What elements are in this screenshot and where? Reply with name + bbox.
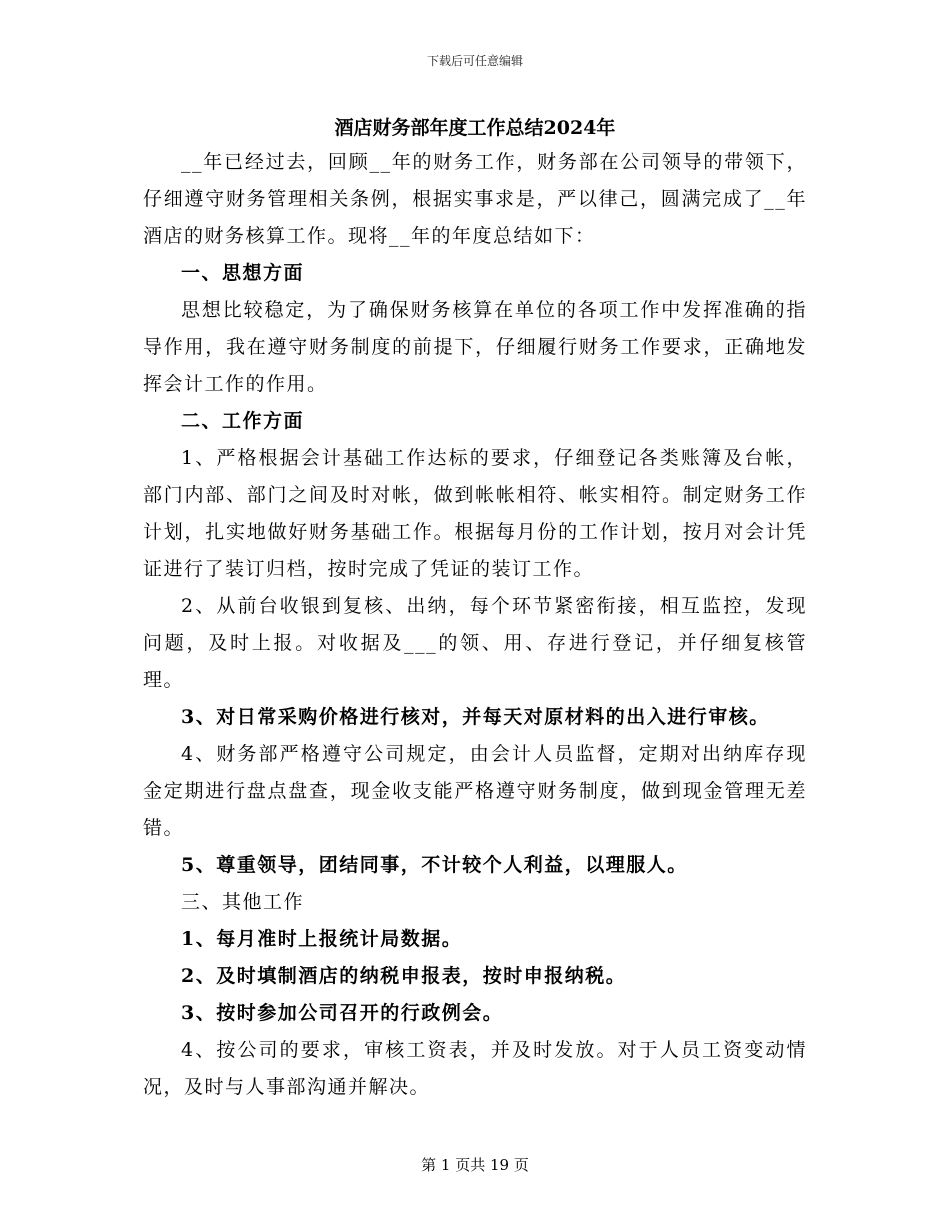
other-item-3: 3、按时参加公司召开的行政例会。	[181, 1002, 504, 1024]
page-header-note: 下载后可任意编辑	[426, 54, 523, 68]
work-item-1: 1、严格根据会计基础工作达标的要求，仔细登记各类账簿及台帐，部门内部、部门之间及时对帐，做到帐帐相符、帐实相符。制定财务工作计划，扎实地做好财务基础工作。根据每月份的工作计划，按月对会计凭证进行了装订归档，按时完成了凭证的装订工作。	[143, 447, 807, 580]
work-item-2: 2、从前台收银到复核、出纳，每个环节紧密衔接，相互监控，发现问题，及时上报。对收据及___的领、用、存进行登记，并仔细复核管理。	[143, 595, 807, 691]
work-item-3: 3、对日常采购价格进行核对，并每天对原材料的出入进行审核。	[181, 706, 770, 728]
work-item-4: 4、财务部严格遵守公司规定，由会计人员监督，定期对出纳库存现金定期进行盘点盘查，现金收支能严格遵守财务制度，做到现金管理无差错。	[143, 743, 807, 839]
thinking-paragraph: 思想比较稳定，为了确保财务核算在单位的各项工作中发挥准确的指导作用，我在遵守财务制度的前提下，仔细履行财务工作要求，正确地发挥会计工作的作用。	[143, 299, 807, 395]
page-number: 第 1 页共 19 页	[421, 1156, 529, 1174]
document-title: 酒店财务部年度工作总结2024年	[334, 117, 616, 139]
work-item-5: 5、尊重领导，团结同事，不计较个人利益，以理服人。	[181, 854, 688, 876]
section-heading-thinking: 一、思想方面	[181, 262, 305, 284]
other-item-2: 2、及时填制酒店的纳税申报表，按时申报纳税。	[181, 965, 627, 987]
intro-paragraph: __年已经过去，回顾__年的财务工作，财务部在公司领导的带领下，仔细遵守财务管理相关条例，根据实事求是，严以律己，圆满完成了__年酒店的财务核算工作。现将__年的年度总结如下：	[143, 151, 807, 247]
other-item-4: 4、按公司的要求，审核工资表，并及时发放。对于人员工资变动情况，及时与人事部沟通并解决。	[143, 1039, 807, 1098]
other-item-1: 1、每月准时上报统计局数据。	[181, 928, 463, 950]
document-body	[143, 144, 807, 1106]
section-heading-work: 二、工作方面	[181, 410, 305, 432]
section-heading-other: 三、其他工作	[181, 891, 305, 913]
